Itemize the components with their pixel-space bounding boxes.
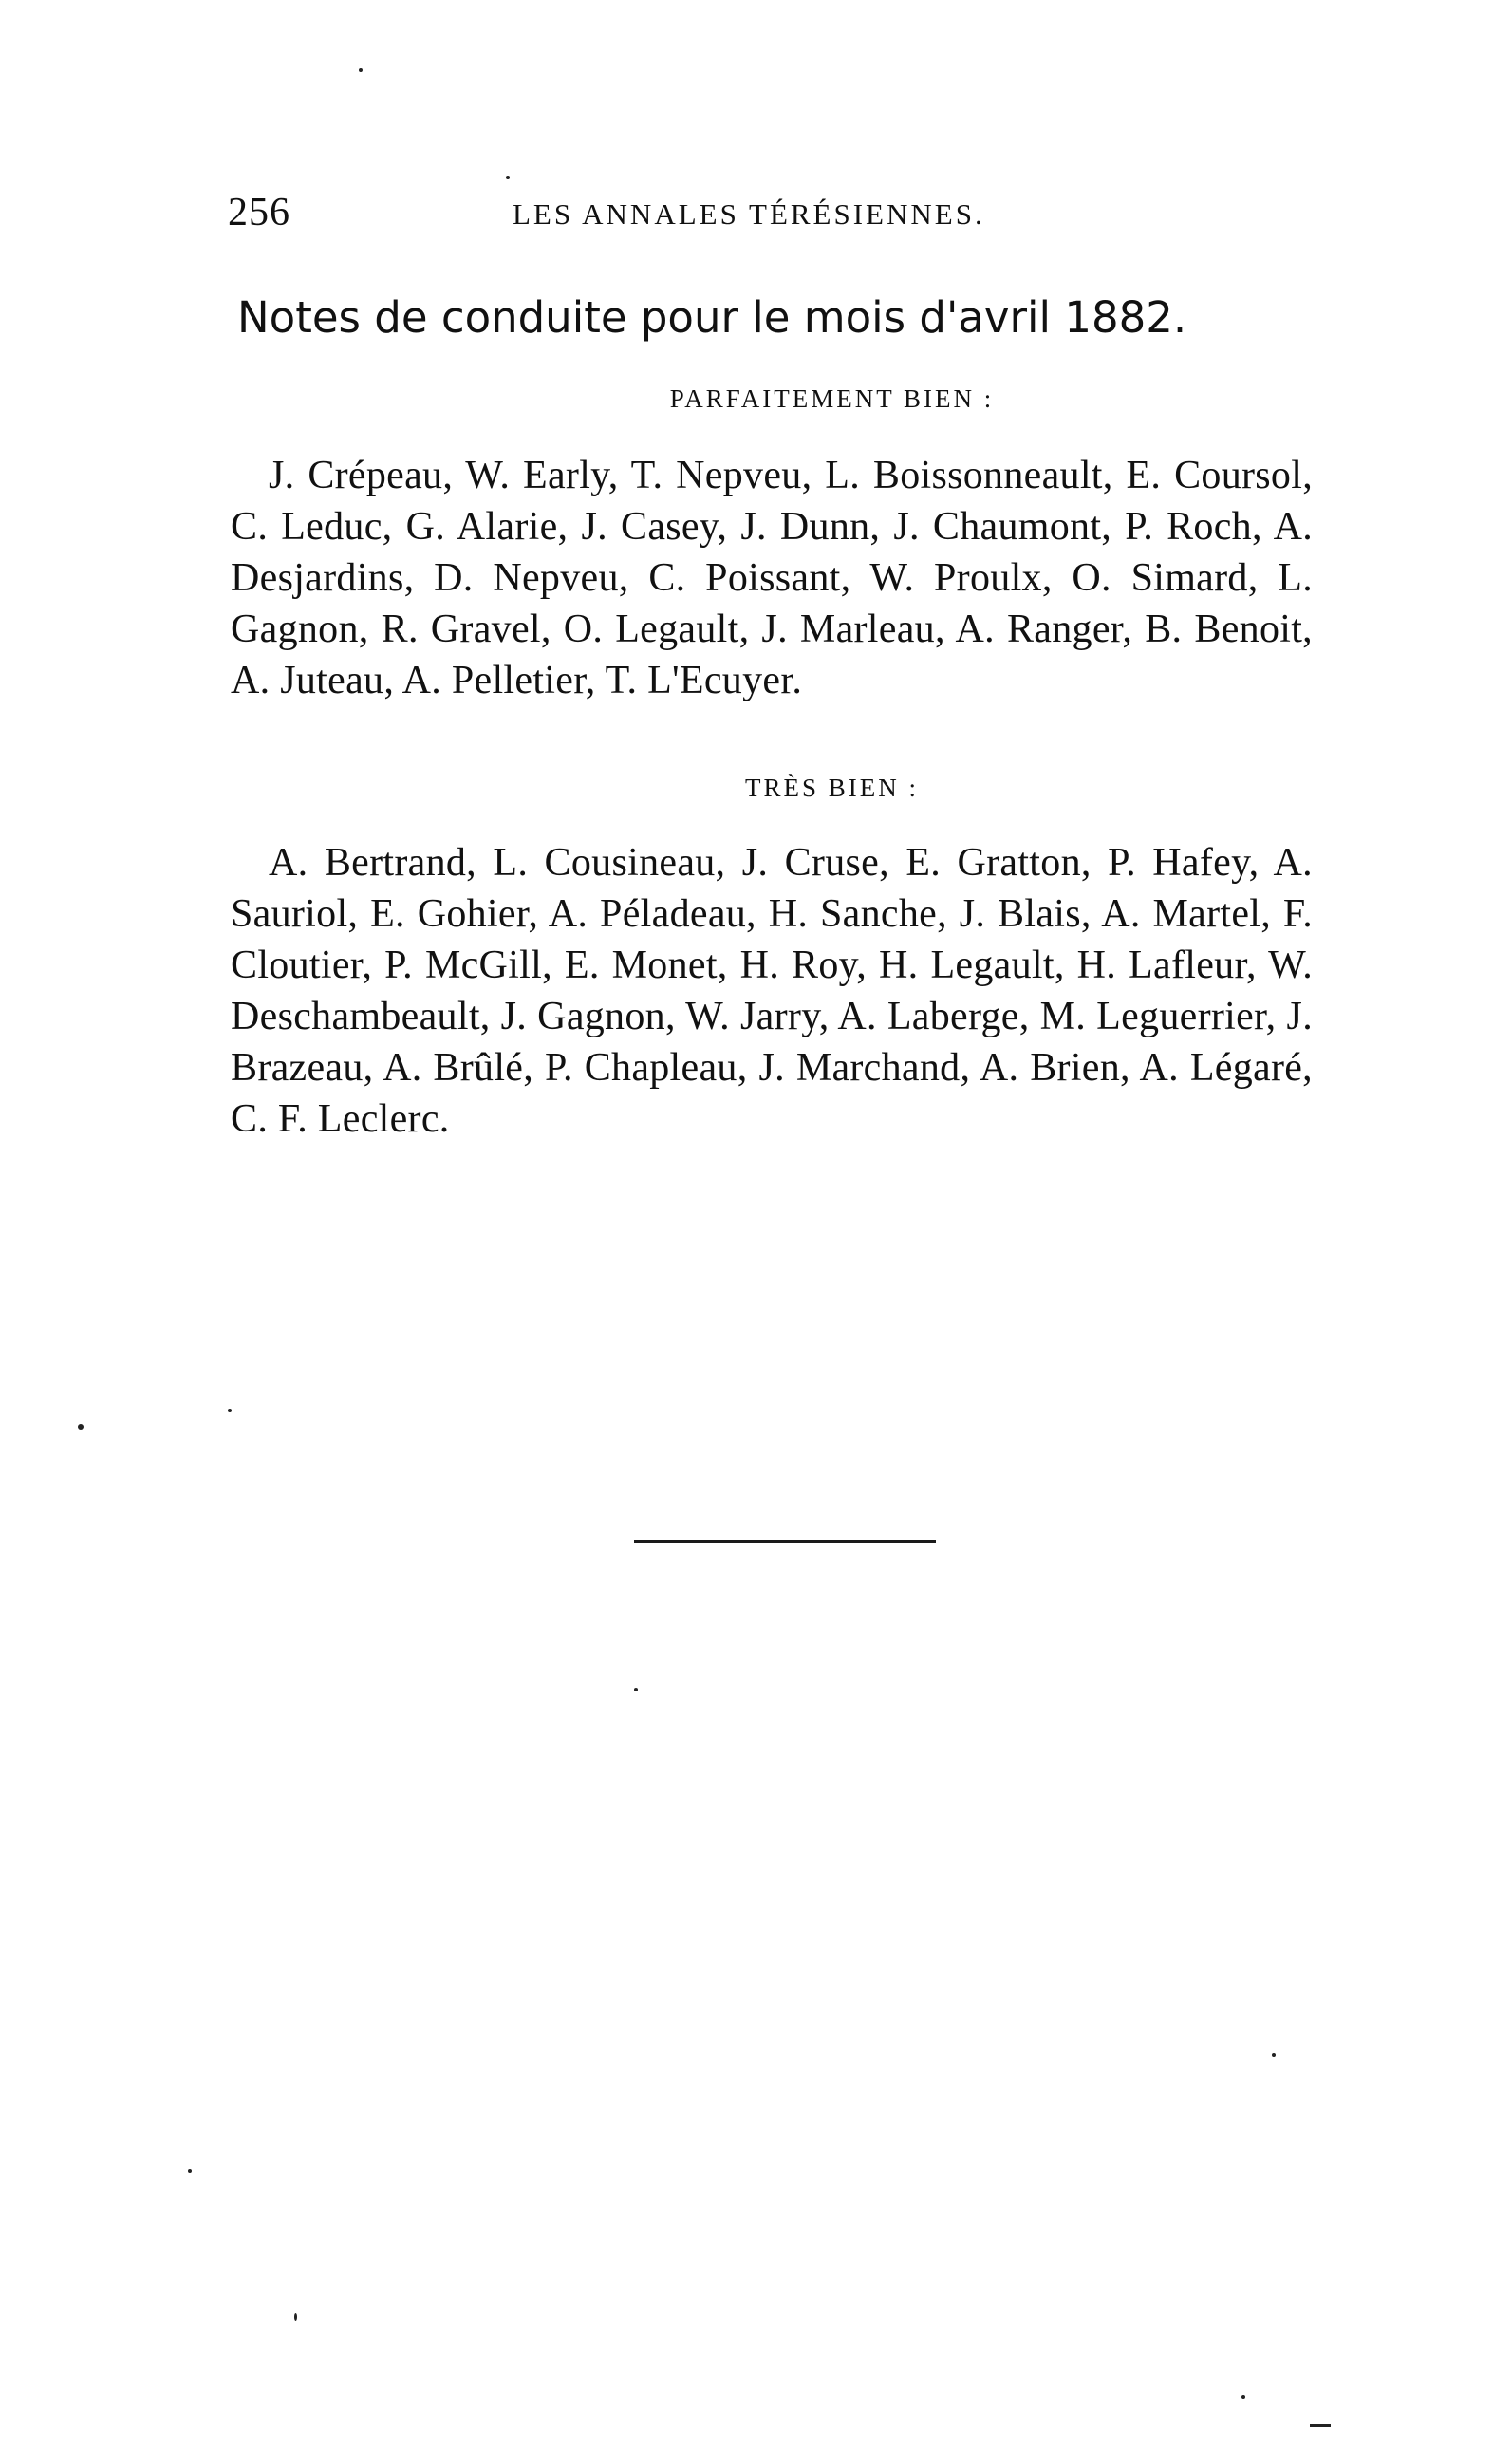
print-speck bbox=[78, 1424, 84, 1430]
print-speck bbox=[294, 2313, 297, 2321]
running-head bbox=[228, 190, 1319, 247]
print-speck bbox=[188, 2169, 192, 2173]
heading-tres-bien: TRÈS BIEN : bbox=[744, 774, 919, 802]
print-speck bbox=[506, 176, 510, 179]
print-speck bbox=[634, 1688, 638, 1691]
print-speck bbox=[359, 68, 363, 72]
page-number: 256 bbox=[228, 191, 290, 234]
heading-parfaitement-bien: PARFAITEMENT BIEN : bbox=[669, 384, 995, 413]
print-speck bbox=[1310, 2424, 1331, 2427]
section-title: Notes de conduite pour le mois d'avril 1882. bbox=[237, 292, 1187, 343]
print-speck bbox=[1272, 2053, 1276, 2057]
names-list-tres-bien: A. Bertrand, L. Cousineau, J. Cruse, E. Gratton, P. Hafey, A. Sauriol, E. Gohier, A. Péladeau, H. Sanche, J. Blais, A. Martel, F. Cloutier, P. McGill, E. Monet, H. Roy, H. Legault, H. Lafleur, W. Deschambeault, J. Gagnon, W. Jarry, A. Laberge, M. Leguerrier, J. Brazeau, A. Brûlé, P. Chapleau, J. Marchand, A. Brien, A. Légaré, C. F. Leclerc. bbox=[231, 841, 1313, 1141]
print-speck bbox=[228, 1409, 232, 1412]
print-speck bbox=[1241, 2395, 1245, 2399]
running-title: LES ANNALES TÉRÉSIENNES. bbox=[513, 197, 985, 231]
names-list-parfaitement-bien: J. Crépeau, W. Early, T. Nepveu, L. Boissonneault, E. Coursol, C. Leduc, G. Alarie, J. Casey, J. Dunn, J. Chaumont, P. Roch, A. Desjardins, D. Nepveu, C. Poissant, W. Proulx, O. Simard, L. Gagnon, R. Gravel, O. Legault, J. Marleau, A. Ranger, B. Benoit, A. Juteau, A. Pelletier, T. L'Ecuyer. bbox=[231, 454, 1313, 702]
section-divider-rule bbox=[634, 1540, 936, 1543]
